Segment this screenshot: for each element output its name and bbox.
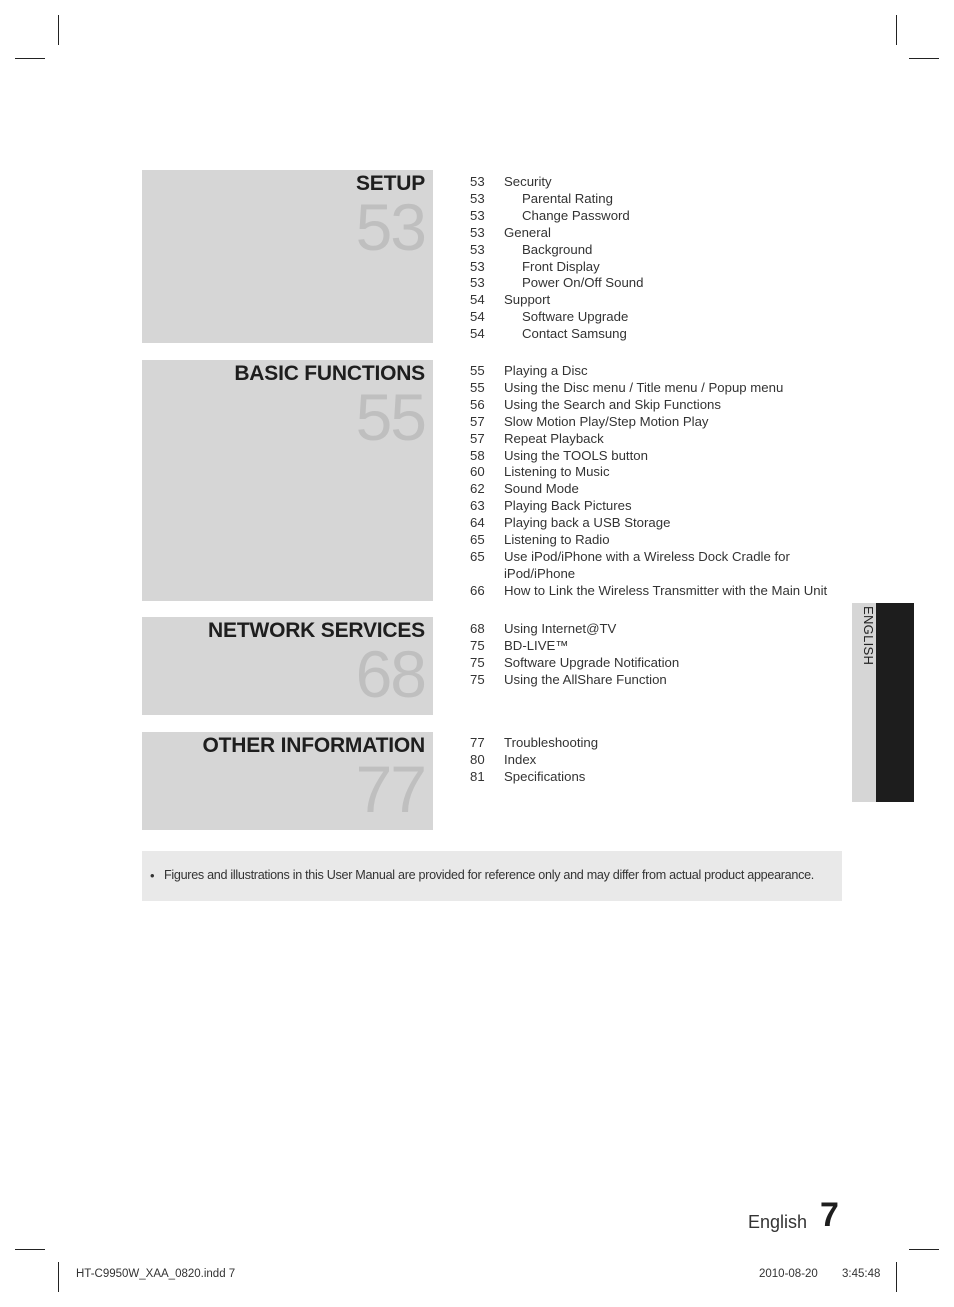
toc-item [470, 431, 840, 448]
toc-page-number: 57 [470, 430, 485, 446]
toc-item-label: Repeat Playback [504, 430, 604, 446]
toc-item [470, 191, 840, 208]
toc-page-number: 80 [470, 751, 485, 767]
toc-item [470, 275, 840, 292]
crop-mark [909, 1249, 939, 1250]
toc-item-label: Playing Back Pictures [504, 498, 632, 514]
toc-list-setup [470, 174, 840, 343]
toc-item-label: Playing back a USB Storage [504, 515, 671, 531]
section-title: OTHER INFORMATION [202, 734, 425, 757]
toc-page-number: 66 [470, 582, 485, 598]
toc-item-label: Using the Disc menu / Title menu / Popup menu [504, 379, 784, 395]
toc-list-other-information [470, 735, 840, 786]
toc-item [470, 380, 840, 397]
toc-item-label: Use iPod/iPhone with a Wireless Dock Cradle for iPod/iPhone [504, 548, 790, 581]
section-basic-functions [142, 360, 433, 601]
toc-item [470, 583, 840, 600]
crop-mark [896, 15, 897, 45]
toc-item [470, 309, 840, 326]
toc-item [470, 208, 840, 225]
toc-page-number: 53 [470, 207, 485, 223]
toc-page-number: 75 [470, 671, 485, 687]
toc-item-label: BD-LIVE™ [504, 637, 569, 653]
toc-item [470, 621, 840, 638]
toc-item [470, 414, 840, 431]
toc-item [470, 549, 840, 583]
toc-item-label: Specifications [504, 768, 586, 784]
crop-mark [58, 15, 59, 45]
toc-page-number: 64 [470, 515, 485, 531]
toc-page-number: 65 [470, 548, 485, 564]
toc-page-number: 54 [470, 309, 485, 325]
toc-item [470, 769, 840, 786]
note-box [142, 851, 842, 901]
toc-item [470, 498, 840, 515]
slug-time: 3:45:48 [842, 1268, 881, 1280]
crop-mark [15, 1249, 45, 1250]
toc-item-label: Playing a Disc [504, 363, 588, 378]
toc-item [470, 448, 840, 465]
toc-item-label: Security [504, 174, 552, 189]
toc-item-label: Parental Rating [522, 190, 613, 206]
slug-file: HT-C9950W_XAA_0820.indd 7 [76, 1268, 236, 1280]
toc-page-number: 53 [470, 275, 485, 291]
toc-item-label: Change Password [522, 207, 630, 223]
slug-date: 2010-08-20 [759, 1268, 818, 1280]
toc-page-number: 58 [470, 447, 485, 463]
toc-page-number: 65 [470, 532, 485, 548]
note-text: Figures and illustrations in this User Manual are provided for reference only and may differ from actual product appearance. [164, 868, 814, 882]
section-title: NETWORK SERVICES [208, 619, 425, 642]
toc-item-label: Slow Motion Play/Step Motion Play [504, 413, 709, 429]
page-number: 7 [820, 1196, 839, 1234]
toc-item-label: General [504, 224, 551, 240]
toc-item-label: Using the AllShare Function [504, 671, 667, 687]
toc-item [470, 326, 840, 343]
toc-item [470, 752, 840, 769]
toc-page-number: 57 [470, 413, 485, 429]
toc-item-label: Troubleshooting [504, 735, 599, 750]
toc-list-network-services [470, 621, 840, 689]
toc-item [470, 638, 840, 655]
toc-item [470, 225, 840, 242]
toc-item-label: Using the Search and Skip Functions [504, 396, 721, 412]
toc-page-number: 63 [470, 498, 485, 514]
language-tab-bar [876, 603, 914, 802]
footer-language: English [748, 1212, 808, 1232]
crop-mark [909, 58, 939, 59]
toc-item [470, 481, 840, 498]
toc-item-label: Support [504, 292, 551, 308]
section-start-page: 53 [355, 190, 425, 264]
toc-page-number: 60 [470, 464, 485, 480]
toc-page-number: 55 [470, 363, 485, 378]
toc-item [470, 174, 840, 191]
toc-item-label: Using Internet@TV [504, 621, 617, 636]
toc-item [470, 735, 840, 752]
toc-item-label: How to Link the Wireless Transmitter with the Main Unit [504, 582, 828, 598]
toc-page-number: 53 [470, 174, 485, 189]
toc-page-number: 53 [470, 190, 485, 206]
toc-page-number: 53 [470, 258, 485, 274]
toc-page-number: 62 [470, 481, 485, 497]
toc-item-label: Software Upgrade [522, 309, 629, 325]
toc-item-label: Listening to Music [504, 464, 610, 480]
toc-page-number: 56 [470, 396, 485, 412]
toc-item [470, 515, 840, 532]
toc-item [470, 464, 840, 481]
toc-page-number: 75 [470, 654, 485, 670]
toc-item-label: Using the TOOLS button [504, 447, 648, 463]
toc-page-number: 77 [470, 735, 485, 750]
toc-item-label: Sound Mode [504, 481, 579, 497]
crop-mark [896, 1262, 897, 1292]
section-other-information [142, 732, 433, 830]
toc-item-label: Front Display [522, 258, 600, 274]
language-tab-label: ENGLISH [861, 606, 876, 666]
toc-item-label: Power On/Off Sound [522, 275, 644, 291]
section-network-services [142, 617, 433, 715]
toc-item-label: Index [504, 751, 537, 767]
toc-page-number: 68 [470, 621, 485, 636]
toc-page-number: 53 [470, 241, 485, 257]
toc-item-label: Listening to Radio [504, 532, 610, 548]
toc-page-number: 54 [470, 326, 485, 342]
section-start-page: 77 [355, 752, 425, 826]
toc-page-number: 53 [470, 224, 485, 240]
toc-item [470, 259, 840, 276]
toc-page-number: 75 [470, 637, 485, 653]
toc-page-number: 81 [470, 768, 485, 784]
toc-item-label: Software Upgrade Notification [504, 654, 680, 670]
bullet: • [150, 868, 155, 883]
toc-item-label: Background [522, 241, 593, 257]
section-start-page: 68 [355, 637, 425, 711]
toc-item-label: Contact Samsung [522, 326, 627, 342]
toc-item [470, 363, 840, 380]
toc-list-basic-functions [470, 363, 840, 600]
crop-mark [15, 58, 45, 59]
toc-page-number: 55 [470, 379, 485, 395]
section-start-page: 55 [355, 380, 425, 454]
toc-page-number: 54 [470, 292, 485, 308]
toc-item [470, 532, 840, 549]
crop-mark [58, 1262, 59, 1292]
toc-item [470, 672, 840, 689]
toc-item [470, 655, 840, 672]
toc-item [470, 242, 840, 259]
toc-item [470, 397, 840, 414]
section-title: BASIC FUNCTIONS [234, 362, 425, 385]
section-title: SETUP [355, 172, 425, 195]
section-setup [142, 170, 433, 343]
toc-item [470, 292, 840, 309]
